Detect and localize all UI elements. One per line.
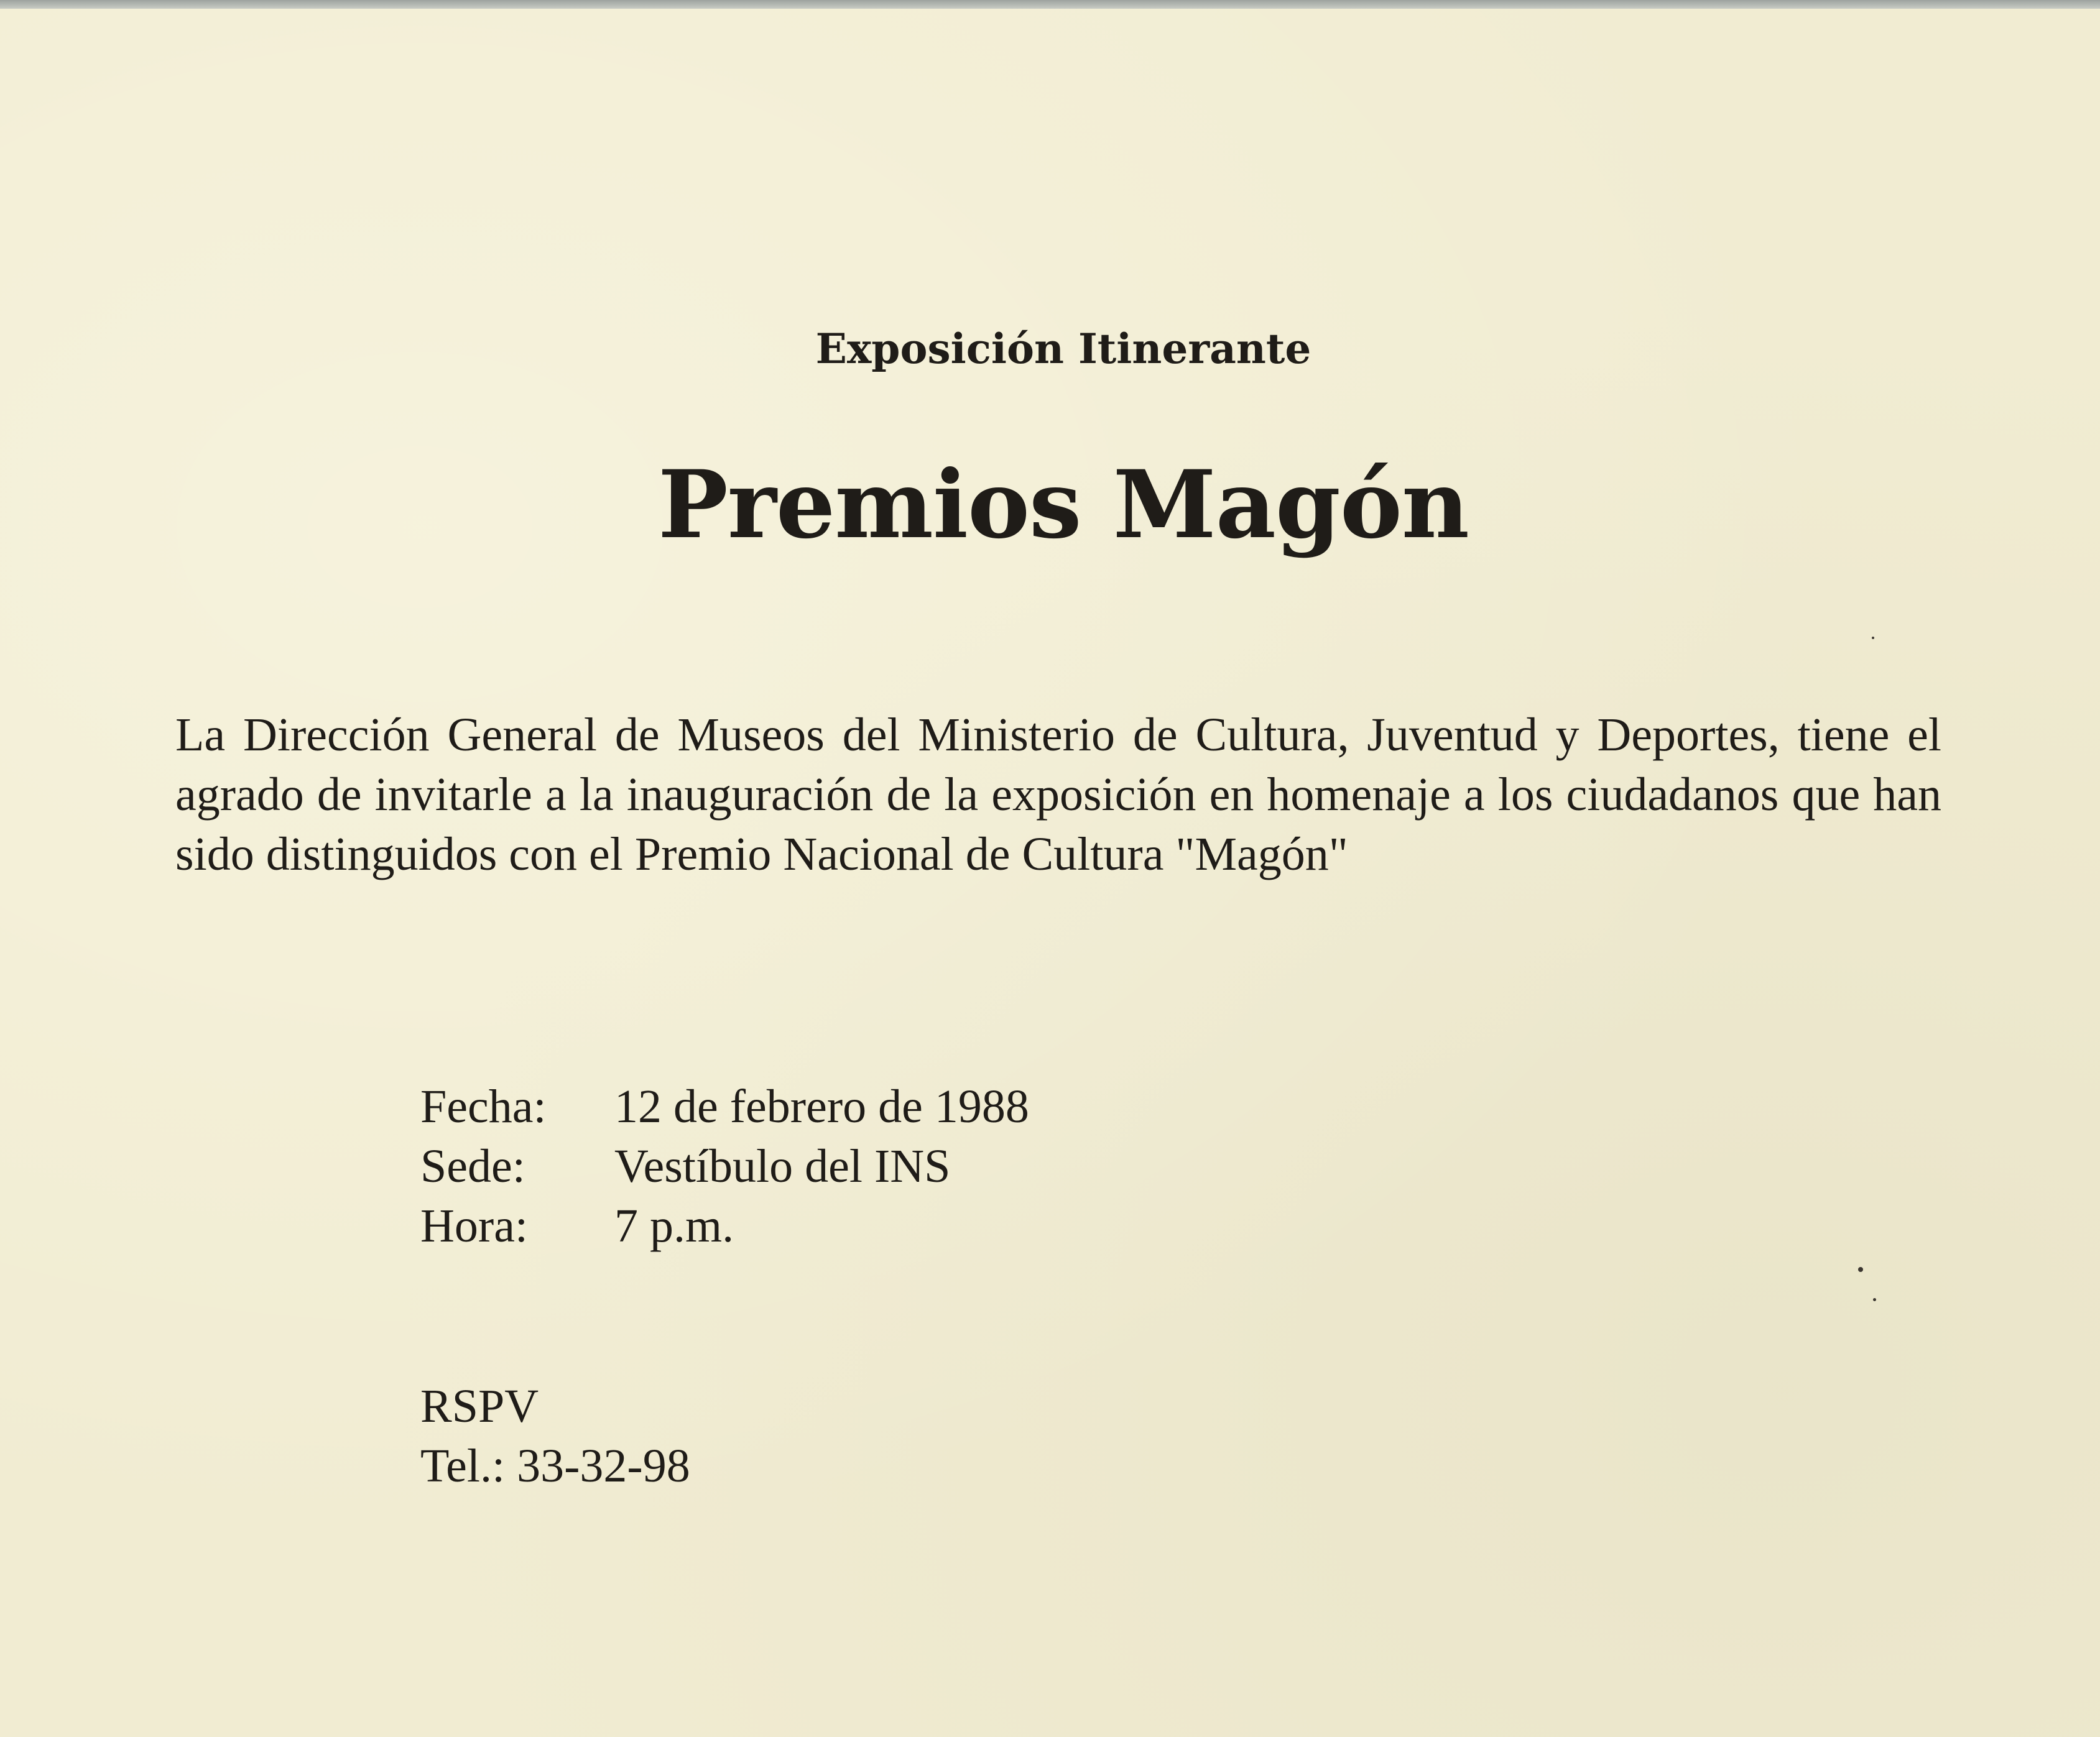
time-label: Hora: (420, 1200, 529, 1252)
phone-number: Tel.: 33-32-98 (420, 1440, 690, 1492)
date-value: 12 de febrero de 1988 (614, 1080, 1029, 1133)
detail-row-venue (420, 1136, 1029, 1196)
detail-row-date (420, 1077, 1029, 1136)
paper-speck (1858, 1267, 1863, 1272)
time-value: 7 p.m. (614, 1200, 734, 1252)
venue-value: Vestíbulo del INS (614, 1140, 951, 1192)
detail-row-time (420, 1196, 1029, 1256)
rsvp-label: RSPV (420, 1380, 539, 1432)
invitation-card (0, 9, 2100, 1737)
invitation-subtitle: Exposición Itinerante (815, 325, 1311, 373)
invitation-title: Premios Magón (658, 450, 1469, 560)
scanner-edge (0, 0, 2100, 9)
paper-speck (1873, 1298, 1876, 1301)
rsvp-block (420, 1376, 690, 1496)
event-details (420, 1077, 1029, 1256)
invitation-body: La Dirección General de Museos del Ministerio de Cultura, Juventud y Deportes, tiene el agrado de invitarle a la inauguración de la exposición en homenaje a los ciudadanos que han sido distinguidos con el Premio Nacional de Cultura "Magón" (175, 709, 1941, 880)
date-label: Fecha: (420, 1080, 547, 1133)
venue-label: Sede: (420, 1140, 525, 1192)
paper-speck (1872, 637, 1874, 639)
